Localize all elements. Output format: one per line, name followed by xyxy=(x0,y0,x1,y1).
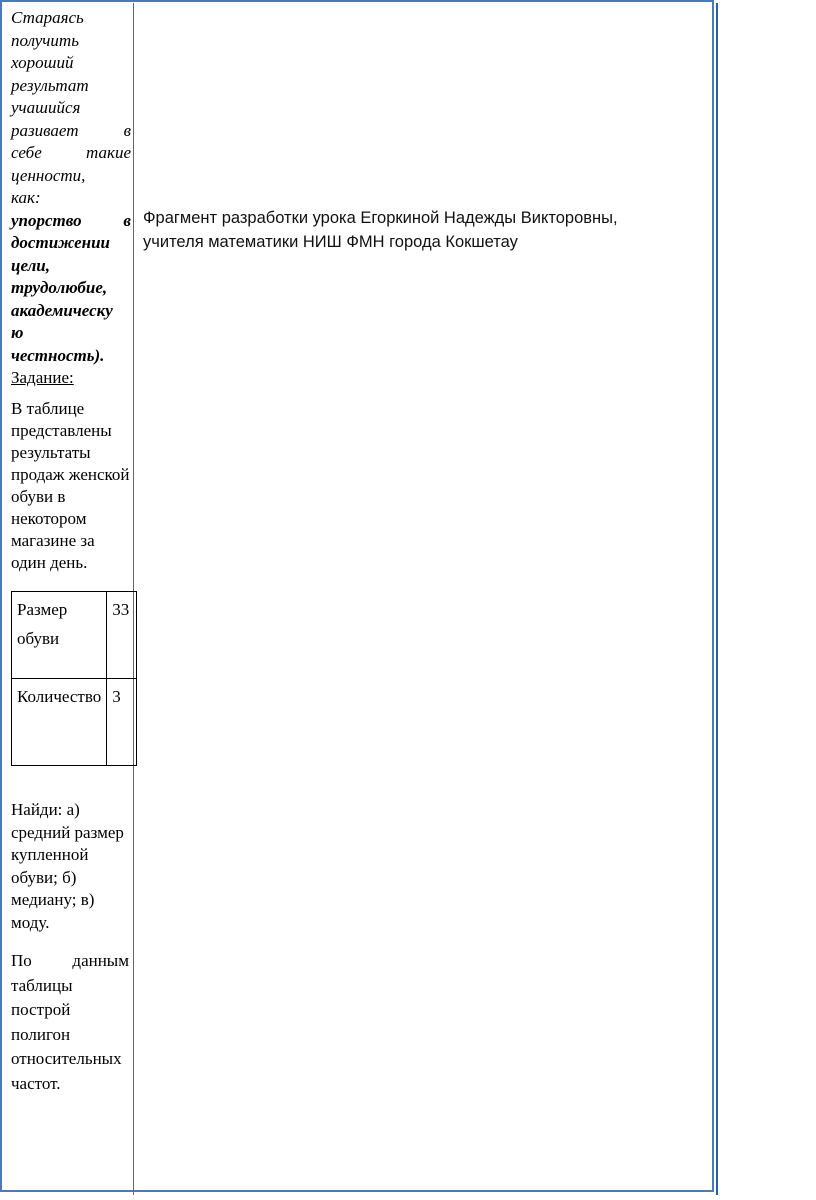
table-cell: 3 xyxy=(107,679,137,766)
right-column xyxy=(134,3,718,1195)
polygon-text: таблицы построй полигон относительных частот. xyxy=(11,975,122,1093)
values-bold-line: честность). xyxy=(11,345,105,365)
values-bold-line: трудолюбие, xyxy=(11,278,108,297)
lesson-caption xyxy=(143,206,703,254)
task-label: Задание: xyxy=(11,368,74,387)
intro-line-justified: себе такие xyxy=(11,143,131,162)
table-header-cell: Количество xyxy=(12,679,107,766)
task-text xyxy=(11,398,131,574)
left-column xyxy=(3,3,134,1195)
values-bold-line: достижении xyxy=(11,233,111,252)
intro-line: Стараясь xyxy=(11,8,84,27)
find-paragraph xyxy=(11,799,129,934)
values-bold-line: упорство в xyxy=(11,210,131,230)
values-bold-line: ю xyxy=(11,323,24,342)
intro-line: ценности, xyxy=(11,165,86,185)
caption-line: Фрагмент разработки урока Егоркиной Надежды Викторовны, xyxy=(143,209,618,227)
intro-line: как: xyxy=(11,188,41,207)
table-header-cell: Размер обуви xyxy=(12,592,107,679)
intro-line-justified: разивает в xyxy=(11,120,131,140)
table-row xyxy=(12,592,137,679)
caption-line: учителя математики НИШ ФМН города Кокшетау xyxy=(143,233,518,251)
task-description: В таблице представлены результаты продаж женской обуви в некотором магазине за один день. xyxy=(11,399,130,572)
intro-line: получить xyxy=(11,30,79,50)
values-paragraph xyxy=(11,7,131,390)
intro-line: хороший xyxy=(11,53,74,72)
values-bold-line: цели, xyxy=(11,255,51,275)
table-row xyxy=(12,679,137,766)
table-cell: 33 xyxy=(107,592,137,679)
intro-line: учашийся xyxy=(11,98,81,117)
polygon-line-justified: По данным xyxy=(11,951,129,970)
shoe-sales-table xyxy=(11,591,137,766)
intro-line: результат xyxy=(11,75,89,95)
polygon-paragraph xyxy=(11,949,129,1096)
find-text: Найди: а) средний размер купленной обуви; б) медиану; в) моду. xyxy=(11,800,124,932)
values-bold-line: академическу xyxy=(11,300,113,320)
